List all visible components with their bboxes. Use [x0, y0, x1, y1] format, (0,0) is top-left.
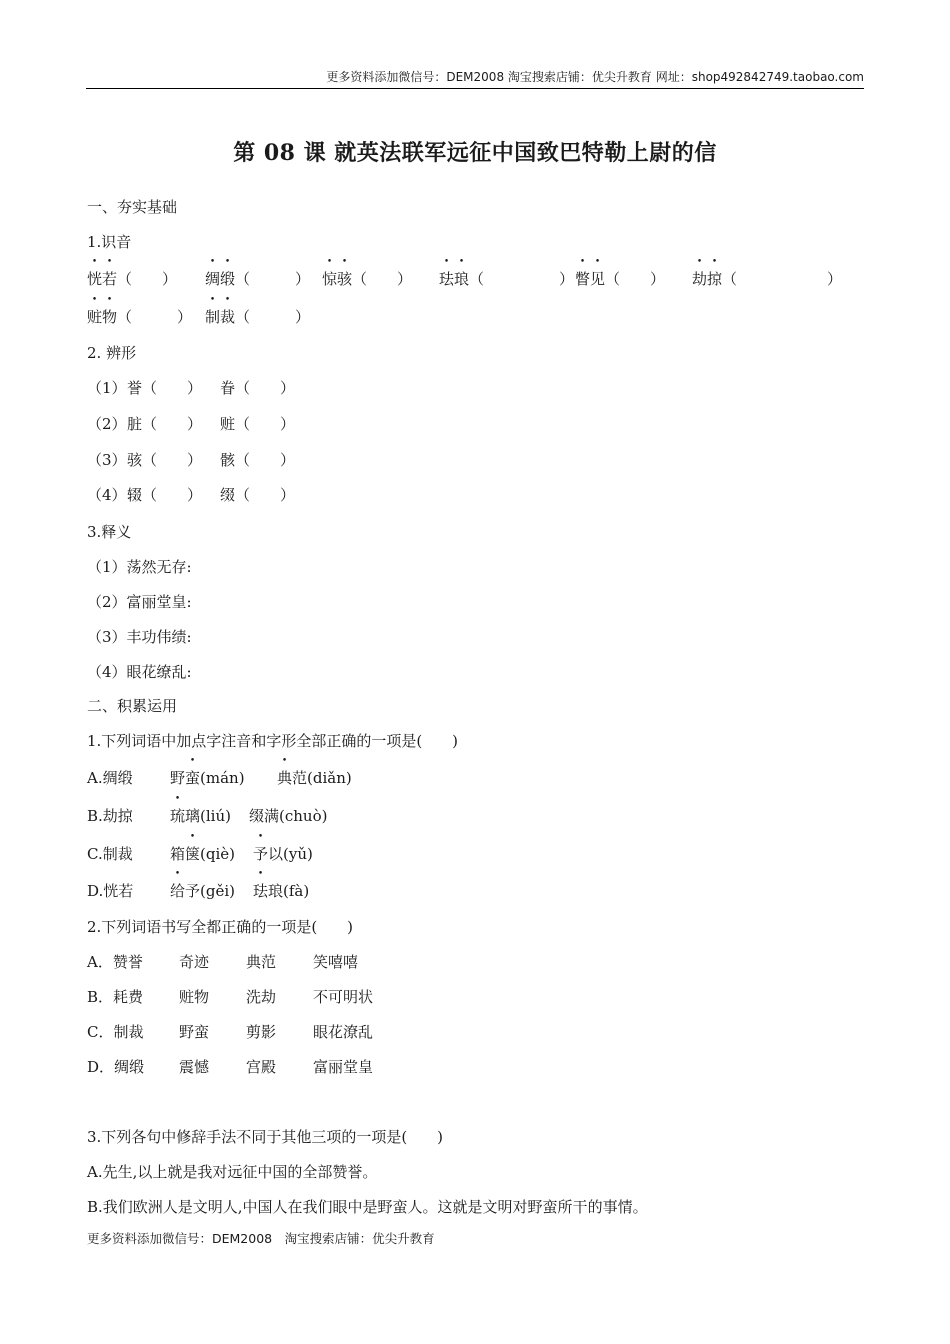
pinyin-item [87, 268, 177, 289]
word-suffix: (mán) [200, 769, 245, 787]
option-word: 笑嘻嘻 [313, 953, 359, 971]
char-a: 脏（ ） [127, 415, 203, 433]
page-footer: 更多资料添加微信号：DEM2008 淘宝搜索店铺：优尖升教育 [87, 1231, 435, 1246]
mc1-option [87, 880, 487, 902]
mc2-option [87, 986, 487, 1008]
option-word: 洗劫 [246, 988, 277, 1006]
dotted-char: 若 [102, 270, 118, 288]
mc2-option [87, 1021, 487, 1043]
dotted-char: 赃 [87, 308, 103, 326]
definition-item: （4）眼花缭乱: [87, 663, 192, 681]
pinyin-item [205, 306, 310, 327]
pinyin-item [87, 306, 192, 327]
word-suffix: 璃(liú) [185, 807, 231, 825]
page-header: 更多资料添加微信号：DEM2008 淘宝搜索店铺：优尖升教育 网址：shop492842749.taobao.com [86, 68, 864, 89]
option-word-3 [249, 805, 327, 826]
item-number: （4） [87, 486, 127, 504]
dotted-char: 恍 [87, 270, 103, 288]
word-suffix: 予(gěi) [185, 882, 235, 900]
mc1-stem: 1.下列词语中加点字注音和字形全部正确的一项是( ) [87, 732, 459, 750]
word-suffix: 缀满(chuò) [249, 807, 328, 825]
dotted-char: 予 [253, 845, 269, 863]
option-word-1: B.劫掠 [87, 807, 133, 825]
pinyin-item [322, 268, 412, 289]
dotted-char: 典 [277, 769, 293, 787]
option-word-3 [253, 880, 309, 901]
char-a: 辍（ ） [127, 486, 203, 504]
answer-blank: （ ） [352, 270, 413, 288]
pinyin-item [205, 268, 310, 289]
char-a: 誉（ ） [127, 379, 203, 397]
char-a: 骇（ ） [127, 451, 203, 469]
plain-char: 箱 [170, 845, 186, 863]
answer-blank: （ ） [117, 308, 193, 326]
pinyin-item [692, 268, 842, 289]
option-word-3 [277, 767, 352, 788]
q2-label: 2. 辨形 [87, 344, 137, 362]
word-suffix: 以(yǔ) [268, 845, 313, 863]
section1-heading: 一、夯实基础 [87, 198, 178, 216]
char-b: 眷（ ） [220, 379, 296, 397]
mc2-stem: 2.下列词语书写全都正确的一项是( ) [87, 918, 354, 936]
definition-item: （3）丰功伟绩: [87, 628, 192, 646]
option-word-2 [170, 767, 245, 788]
option-word: 奇迹 [179, 953, 210, 971]
answer-blank: （ ） [605, 270, 666, 288]
dotted-char: 掠 [707, 270, 723, 288]
option-word: 宫殿 [246, 1058, 277, 1076]
dotted-char: 绸 [205, 270, 221, 288]
option-word: 不可明状 [313, 988, 374, 1006]
option-word: A．赞誉 [87, 953, 143, 971]
mc3-stem: 3.下列各句中修辞手法不同于其他三项的一项是( ) [87, 1128, 444, 1146]
mc2-option [87, 951, 487, 973]
dotted-char: 瞥 [575, 270, 591, 288]
word-suffix: 范(diǎn) [292, 769, 352, 787]
q3-label: 3.释义 [87, 523, 132, 541]
answer-blank: （ ） [722, 270, 843, 288]
option-word-2 [170, 843, 235, 864]
option-word: 剪影 [246, 1023, 277, 1041]
option-word-3 [253, 843, 313, 864]
answer-blank: （ ） [469, 270, 575, 288]
dotted-char: 给 [170, 882, 186, 900]
mc1-option [87, 767, 487, 789]
option-word: 富丽堂皇 [313, 1058, 374, 1076]
dotted-char: 珐 [439, 270, 455, 288]
q1-label: 1.识音 [87, 233, 132, 251]
option-word: D．绸缎 [87, 1058, 145, 1076]
word-suffix: 琅(fà) [268, 882, 310, 900]
answer-blank: （ ） [235, 270, 311, 288]
dotted-char: 裁 [220, 308, 236, 326]
dotted-char: 箧 [185, 845, 201, 863]
option-word: 赃物 [179, 988, 210, 1006]
option-word: C．制裁 [87, 1023, 144, 1041]
dotted-char: 制 [205, 308, 221, 326]
answer-blank: （ ） [235, 308, 311, 326]
word-suffix: (qiè) [200, 845, 236, 863]
definition-item: （1）荡然无存: [87, 558, 192, 576]
option-word-1: D.恍若 [87, 882, 134, 900]
definition-item: （2）富丽堂皇: [87, 593, 192, 611]
option-word-2 [170, 880, 235, 901]
dotted-char: 珐 [253, 882, 269, 900]
mc3-option-b: B.我们欧洲人是文明人,中国人在我们眼中是野蛮人。这就是文明对野蛮所干的事情。 [87, 1198, 648, 1216]
mc1-option [87, 843, 487, 865]
dotted-char: 蛮 [185, 769, 201, 787]
dotted-char: 琅 [454, 270, 470, 288]
dotted-char: 琉 [170, 807, 186, 825]
dotted-char: 劫 [692, 270, 708, 288]
option-word: 典范 [246, 953, 277, 971]
dotted-char: 惊 [322, 270, 338, 288]
dotted-char: 缎 [220, 270, 236, 288]
mc3-option-a: A.先生,以上就是我对远征中国的全部赞誉。 [87, 1163, 378, 1181]
option-word: 野蛮 [179, 1023, 210, 1041]
item-number: （2） [87, 415, 127, 433]
answer-blank: （ ） [117, 270, 178, 288]
dotted-char: 骇 [337, 270, 353, 288]
pinyin-item [439, 268, 574, 289]
option-word: B．耗费 [87, 988, 144, 1006]
item-number: （1） [87, 379, 127, 397]
option-word: 眼花潦乱 [313, 1023, 374, 1041]
char-b: 赃（ ） [220, 415, 296, 433]
section2-heading: 二、积累运用 [87, 697, 178, 715]
item-number: （3） [87, 451, 127, 469]
option-word: 震憾 [179, 1058, 210, 1076]
dotted-char: 物 [102, 308, 118, 326]
plain-char: 野 [170, 769, 186, 787]
mc1-option [87, 805, 487, 827]
option-word-1: C.制裁 [87, 845, 133, 863]
pinyin-item [575, 268, 665, 289]
page-title: 第 08 课 就英法联军远征中国致巴特勒上尉的信 [233, 140, 717, 166]
char-b: 缀（ ） [220, 486, 296, 504]
dotted-char: 见 [590, 270, 606, 288]
mc2-option [87, 1056, 487, 1078]
char-b: 骸（ ） [220, 451, 296, 469]
option-word-1: A.绸缎 [87, 769, 133, 787]
option-word-2 [170, 805, 231, 826]
